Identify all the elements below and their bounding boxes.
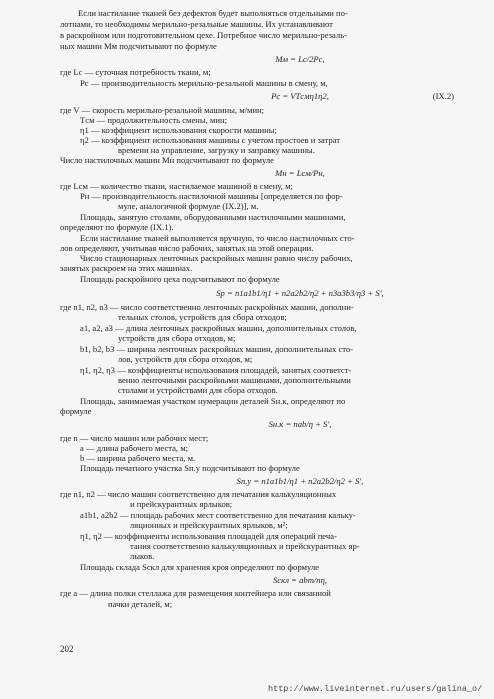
text-line: Площадь склада Sскл для хранения кроя определяют по формуле — [80, 562, 319, 572]
text-line: где n — число машин или рабочих мест; — [60, 433, 209, 443]
text-line: Pн — производительность настилочной машины [определяется по фор- — [80, 191, 343, 201]
text-line: Pс — производительность мерильно-резальной машины в смену, м, — [80, 78, 328, 88]
text-line: формуле — [60, 406, 92, 416]
formula: Sн.к = nab/η + S′, — [268, 419, 332, 429]
text-line: η1, η2, η3 — коэффициенты использования площадей, занятых соответст- — [80, 365, 352, 375]
text-line: занятых раскроем на этих машинах. — [60, 263, 193, 273]
text-line: b — ширина рабочего места, м. — [80, 453, 196, 463]
text-line: лов определяют, учитывая число рабочих, занятых на этой операции. — [60, 243, 314, 253]
text-line: лотнами, то необходимы мерильно-резальные машины. Их устанавливают — [60, 19, 333, 29]
text-line: столами и устройствами для сбора отходов. — [118, 385, 278, 395]
text-line: Площадь раскройного цеха подсчитывают по формуле — [80, 274, 280, 284]
text-line: венно ленточными раскройными машинами, дополнительными — [118, 375, 351, 385]
text-line: где Lс — суточная потребность ткани, м; — [60, 67, 211, 77]
text-line: Если настилание тканей без дефектов будет выполняться отдельными по- — [78, 8, 348, 18]
text-line: η2 — коэффициент использования машины с учетом простоев и затрат — [80, 135, 340, 145]
formula: Pс = VTсмη1η2, — [271, 91, 329, 101]
formula: Mн = Lсм/Pн, — [275, 168, 325, 178]
text-line: устройств для сбора отходов, м; — [118, 333, 236, 343]
page-number: 202 — [60, 644, 74, 654]
text-line: η1, η2 — коэффициенты использования площадей для операций печа- — [80, 531, 337, 541]
formula: Sп.у = n1a1b1/η1 + n2a2b2/η2 + S′, — [236, 476, 364, 486]
text-line: a1b1, a2b2 — площадь рабочих мест соответственно для печатания кальку- — [80, 510, 356, 520]
text-line: где n1, n2, n3 — число соответственно ленточных раскройных машин, дополни- — [60, 302, 354, 312]
text-line: муле, аналогичной формуле (IX.2)], м. — [118, 201, 259, 211]
text-line: в раскройном или подготовительном цехе. Потребное число мерильно-резаль- — [60, 30, 348, 40]
text-line: a1, a2, a3 — длина ленточных раскройных машин, дополнительных столов, — [80, 323, 357, 333]
text-line: где n1, n2 — число машин соответственно для печатания калькуляционных — [60, 489, 337, 499]
formula: Sр = n1a1b1/η1 + n2a2b2/η2 + n3a3b3/η3 + S′, — [216, 288, 384, 298]
text-line: где Lсм — количество ткани, настилаемое машиной в смену, м; — [60, 181, 293, 191]
text-line: Tсм — продолжительность смены, мин; — [80, 115, 228, 125]
formula: Sскл = abm/nη, — [272, 575, 328, 585]
formula: Mм = Lс/2Pс, — [275, 54, 325, 64]
text-line: где V — скорость мерильно-резальной машины, м/мин; — [60, 105, 265, 115]
text-line: лыков. — [130, 551, 155, 561]
text-line: Площадь, занятую столами, оборудованными настилочными машинами, — [80, 212, 346, 222]
footer-url[interactable]: http://www.liveinternet.ru/users/galina_o/ — [268, 684, 483, 694]
text-line: и прейскурантных ярлыков; — [130, 499, 233, 509]
text-line: Площадь, занимаемая участком нумерации деталей Sн.к, определяют по — [80, 396, 346, 406]
text-line: тельных столов, устройств для сбора отходов; — [118, 312, 287, 322]
text-line: определяют по формуле (IX.1). — [60, 222, 174, 232]
text-line: тания соответственно калькуляционных и прейскурантных яр- — [130, 541, 360, 551]
text-line: a — длина рабочего места, м; — [80, 443, 189, 453]
text-line: ных машин Mм подсчитывают по формуле — [60, 41, 217, 51]
text-line: ляционных и прейскурантных ярлыков, м²; — [130, 520, 288, 530]
text-line: Число настилочных машин Mн подсчитывают по формуле — [60, 155, 274, 165]
equation-number: (IX.2) — [432, 91, 454, 101]
text-line: η1 — коэффициент использования скорости машины; — [80, 125, 277, 135]
text-line: времени на управление, загрузку и заправку машины. — [118, 145, 315, 155]
text-line: где a — длина полки стеллажа для размещения контейнера или связанной — [60, 588, 331, 598]
text-line: Число стационарных ленточных раскройных машин равно числу рабочих, — [80, 253, 353, 263]
text-line: b1, b2, b3 — ширина ленточных раскройных машин, дополнительных сто- — [80, 344, 354, 354]
text-line: Если настилание тканей выполняется вручную, то число настилочных сто- — [80, 233, 355, 243]
text-line: пачки деталей, м; — [108, 599, 173, 609]
text-line: Площадь печатного участка Sп.у подсчитывают по формуле — [80, 463, 300, 473]
text-line: лов, устройств для сбора отходов, м; — [118, 354, 253, 364]
